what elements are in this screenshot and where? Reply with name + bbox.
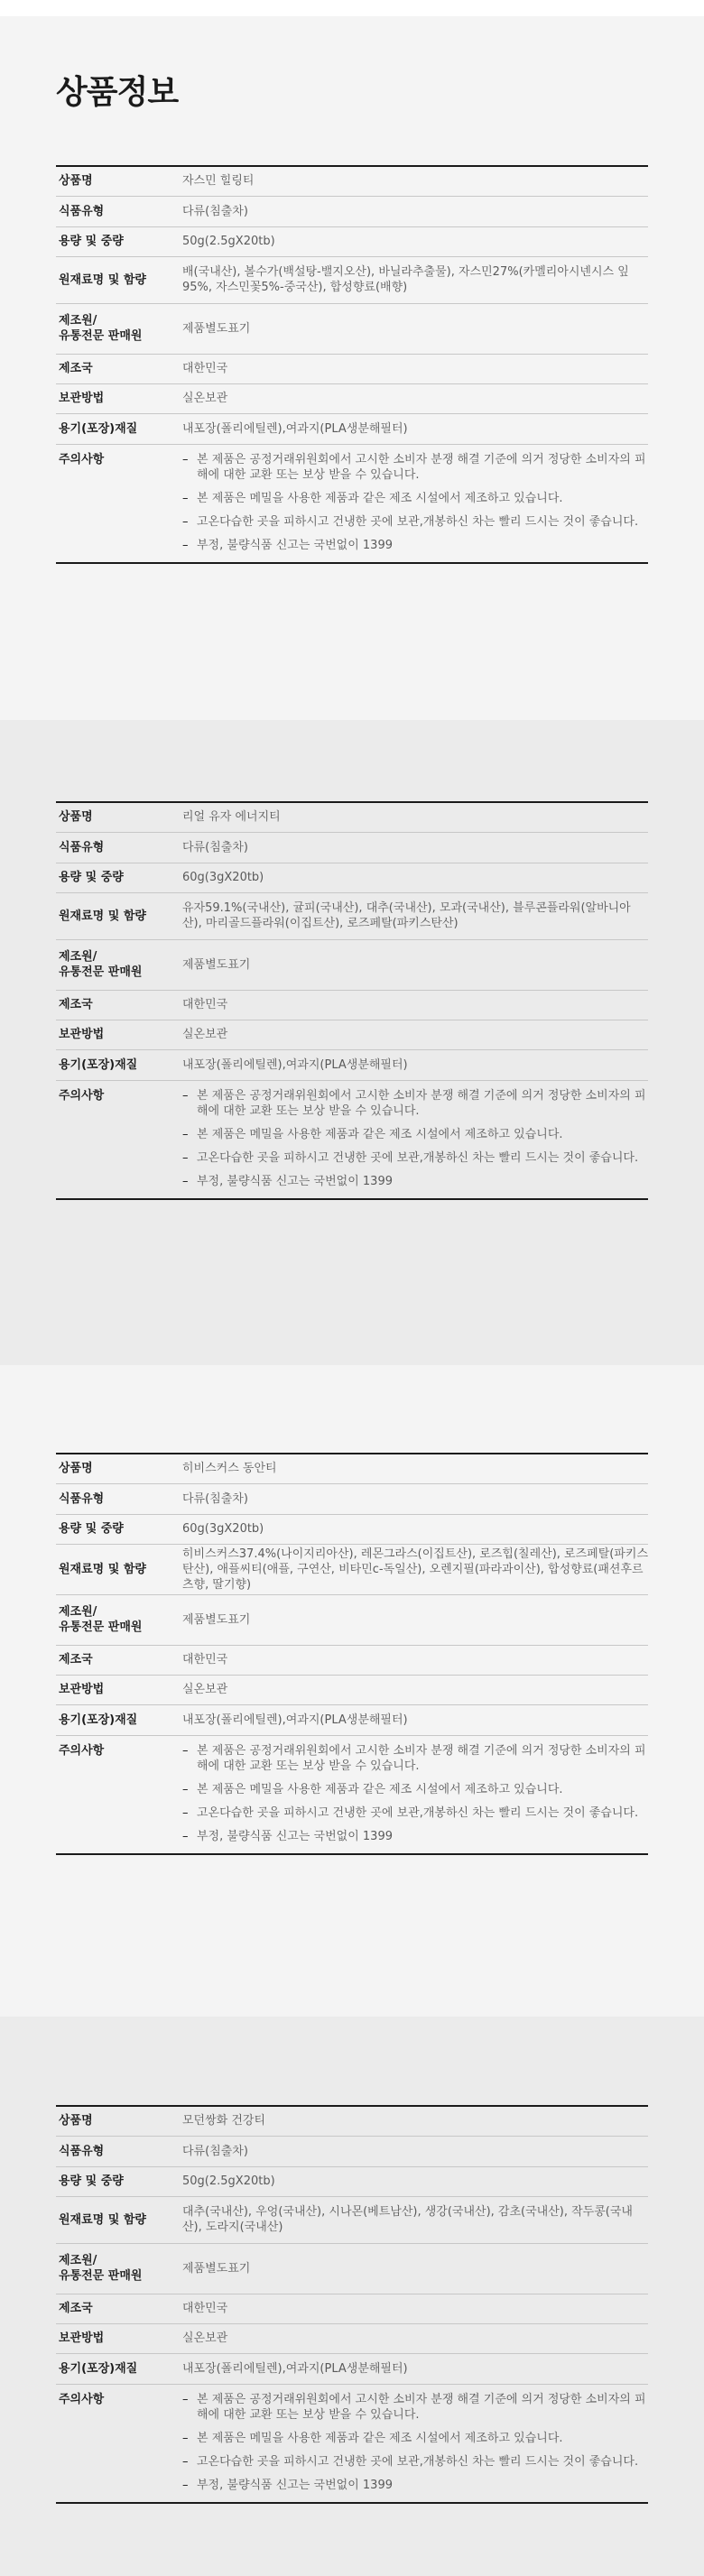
dash-icon: – xyxy=(182,538,189,552)
row-volume xyxy=(56,226,648,256)
product-section-4 xyxy=(0,2017,704,2576)
caution-text: 고온다습한 곳을 피하시고 건냉한 곳에 보관,개봉하신 차는 빨리 드시는 것이 좋습니다. xyxy=(197,2454,639,2469)
label-ingredients: 원재료명 및 함량 xyxy=(56,1544,182,1594)
row-storage xyxy=(56,383,648,413)
label-caution: 주의사항 xyxy=(59,1088,105,1103)
dash-icon: – xyxy=(182,1174,189,1188)
value-caution xyxy=(182,444,648,563)
value-caution xyxy=(182,1735,648,1854)
row-origin xyxy=(56,354,648,383)
value-name: 리얼 유자 에너지티 xyxy=(182,802,648,832)
label-volume: 용량 및 중량 xyxy=(56,1514,182,1544)
value-material: 내포장(폴리에틸렌),여과지(PLA생분해필터) xyxy=(182,1049,648,1080)
label-volume: 용량 및 중량 xyxy=(56,226,182,256)
row-caution xyxy=(56,1735,648,1854)
value-ingredients: 배(국내산), 볼수가(백설탕-밸지오산), 바닐라추출물), 자스민27%(카멜리아시넨시스 잎95%, 자스민꽃5%-중국산), 합성향료(배향) xyxy=(182,256,648,303)
dash-icon: – xyxy=(182,1829,189,1843)
row-material xyxy=(56,1704,648,1735)
label-origin: 제조국 xyxy=(56,354,182,383)
dash-icon: – xyxy=(182,1743,189,1758)
caution-text: 본 제품은 메밀을 사용한 제품과 같은 제조 시설에서 제조하고 있습니다. xyxy=(197,491,563,505)
dash-icon: – xyxy=(182,2431,189,2445)
label-volume: 용량 및 중량 xyxy=(56,2166,182,2196)
label-name: 상품명 xyxy=(56,166,182,196)
value-storage: 실온보관 xyxy=(182,383,648,413)
caution-text: 부정, 불량식품 신고는 국번없이 1399 xyxy=(197,1829,393,1843)
product-info-table-2 xyxy=(56,801,648,1200)
row-name xyxy=(56,1454,648,1483)
caution-list xyxy=(182,452,648,553)
value-ingredients: 대추(국내산), 우엉(국내산), 시나몬(베트남산), 생강(국내산), 감초(국내산), 작두콩(국내산), 도라지(국내산) xyxy=(182,2196,648,2243)
value-material: 내포장(폴리에틸렌),여과지(PLA생분해필터) xyxy=(182,413,648,444)
value-name: 히비스커스 동안티 xyxy=(182,1454,648,1483)
value-origin: 대한민국 xyxy=(182,1645,648,1675)
row-ingredients xyxy=(56,892,648,939)
label-maker-line1: 제조원/ xyxy=(59,950,97,964)
value-maker: 제품별도표기 xyxy=(182,2243,648,2294)
value-ingredients: 히비스커스37.4%(나이지리아산), 레몬그라스(이집트산), 로즈힙(칠레산), 로즈페탈(파키스탄산), 애플씨티(애플, 구연산, 비타민c-독일산), 오렌지필(파라과이산), 합성향료(패션후르츠향, 딸기향) xyxy=(182,1544,648,1594)
dash-icon: – xyxy=(182,452,189,466)
row-volume xyxy=(56,2166,648,2196)
row-caution xyxy=(56,444,648,563)
row-name xyxy=(56,2106,648,2136)
page-title: 상품정보 xyxy=(56,74,179,111)
product-section-3 xyxy=(0,1365,704,2017)
caution-text: 본 제품은 메밀을 사용한 제품과 같은 제조 시설에서 제조하고 있습니다. xyxy=(197,1127,563,1141)
dash-icon: – xyxy=(182,1150,189,1165)
dash-icon: – xyxy=(182,491,189,505)
row-ingredients xyxy=(56,1544,648,1594)
row-type xyxy=(56,196,648,226)
value-volume: 60g(3gX20tb) xyxy=(182,1514,648,1544)
product-info-table-4 xyxy=(56,2105,648,2504)
label-caution: 주의사항 xyxy=(59,2392,105,2406)
label-type: 식품유형 xyxy=(56,832,182,863)
value-caution xyxy=(182,1080,648,1199)
row-ingredients xyxy=(56,256,648,303)
label-type: 식품유형 xyxy=(56,1483,182,1514)
dash-icon: – xyxy=(182,2454,189,2469)
caution-text: 본 제품은 공정거래위원회에서 고시한 소비자 분쟁 해결 기준에 의거 정당한 소비자의 피해에 대한 교환 또는 보상 받을 수 있습니다. xyxy=(197,2392,646,2422)
dash-icon: – xyxy=(182,1782,189,1796)
value-volume: 50g(2.5gX20tb) xyxy=(182,2166,648,2196)
label-storage: 보관방법 xyxy=(56,1020,182,1049)
value-type: 다류(침출차) xyxy=(182,1483,648,1514)
value-maker: 제품별도표기 xyxy=(182,303,648,354)
caution-list xyxy=(182,1743,648,1844)
label-ingredients: 원재료명 및 함량 xyxy=(56,256,182,303)
value-caution xyxy=(182,2384,648,2503)
value-material: 내포장(폴리에틸렌),여과지(PLA생분해필터) xyxy=(182,2353,648,2384)
caution-item xyxy=(182,491,648,506)
value-origin: 대한민국 xyxy=(182,2294,648,2323)
value-origin: 대한민국 xyxy=(182,354,648,383)
value-type: 다류(침출차) xyxy=(182,2136,648,2166)
caution-item xyxy=(182,1174,648,1189)
row-caution xyxy=(56,2384,648,2503)
row-maker xyxy=(56,939,648,990)
row-type xyxy=(56,832,648,863)
row-material xyxy=(56,1049,648,1080)
label-origin: 제조국 xyxy=(56,1645,182,1675)
row-type xyxy=(56,2136,648,2166)
value-name: 모던쌍화 건강티 xyxy=(182,2106,648,2136)
label-maker-line2: 유통전문 판매원 xyxy=(59,2269,143,2283)
value-maker: 제품별도표기 xyxy=(182,1594,648,1645)
caution-text: 부정, 불량식품 신고는 국번없이 1399 xyxy=(197,2478,393,2492)
label-storage: 보관방법 xyxy=(56,1675,182,1704)
label-material: 용기(포장)재질 xyxy=(56,1704,182,1735)
caution-item xyxy=(182,1805,648,1821)
label-ingredients: 원재료명 및 함량 xyxy=(56,2196,182,2243)
value-volume: 50g(2.5gX20tb) xyxy=(182,226,648,256)
row-storage xyxy=(56,1020,648,1049)
dash-icon: – xyxy=(182,1088,189,1103)
caution-item xyxy=(182,1782,648,1797)
row-storage xyxy=(56,2323,648,2353)
row-origin xyxy=(56,2294,648,2323)
caution-item xyxy=(182,452,648,483)
dash-icon: – xyxy=(182,1805,189,1820)
row-origin xyxy=(56,990,648,1020)
product-info-table-1 xyxy=(56,165,648,564)
label-storage: 보관방법 xyxy=(56,383,182,413)
caution-item xyxy=(182,2478,648,2493)
caution-text: 부정, 불량식품 신고는 국번없이 1399 xyxy=(197,1174,393,1188)
value-type: 다류(침출차) xyxy=(182,832,648,863)
value-maker: 제품별도표기 xyxy=(182,939,648,990)
caution-text: 고온다습한 곳을 피하시고 건냉한 곳에 보관,개봉하신 차는 빨리 드시는 것이 좋습니다. xyxy=(197,1150,639,1165)
label-origin: 제조국 xyxy=(56,990,182,1020)
caution-list xyxy=(182,1088,648,1189)
product-section-1 xyxy=(0,16,704,720)
label-caution: 주의사항 xyxy=(59,1743,105,1758)
caution-item xyxy=(182,2392,648,2423)
value-type: 다류(침출차) xyxy=(182,196,648,226)
label-type: 식품유형 xyxy=(56,2136,182,2166)
row-material xyxy=(56,413,648,444)
caution-item xyxy=(182,2431,648,2446)
caution-item xyxy=(182,514,648,530)
caution-text: 부정, 불량식품 신고는 국번없이 1399 xyxy=(197,538,393,552)
dash-icon: – xyxy=(182,1127,189,1141)
row-maker xyxy=(56,2243,648,2294)
row-origin xyxy=(56,1645,648,1675)
row-material xyxy=(56,2353,648,2384)
label-name: 상품명 xyxy=(56,2106,182,2136)
label-maker xyxy=(56,2243,182,2294)
caution-item xyxy=(182,1743,648,1774)
value-ingredients: 유자59.1%(국내산), 귤피(국내산), 대추(국내산), 모과(국내산), 블루콘플라워(알바니아산), 마리골드플라워(이집트산), 로즈페탈(파키스탄산) xyxy=(182,892,648,939)
row-volume xyxy=(56,863,648,892)
row-name xyxy=(56,802,648,832)
value-storage: 실온보관 xyxy=(182,2323,648,2353)
value-storage: 실온보관 xyxy=(182,1020,648,1049)
row-maker xyxy=(56,1594,648,1645)
row-type xyxy=(56,1483,648,1514)
caution-item xyxy=(182,538,648,553)
caution-text: 본 제품은 공정거래위원회에서 고시한 소비자 분쟁 해결 기준에 의거 정당한 소비자의 피해에 대한 교환 또는 보상 받을 수 있습니다. xyxy=(197,452,646,482)
label-caution: 주의사항 xyxy=(59,452,105,466)
caution-text: 본 제품은 메밀을 사용한 제품과 같은 제조 시설에서 제조하고 있습니다. xyxy=(197,2431,563,2445)
row-ingredients xyxy=(56,2196,648,2243)
row-caution xyxy=(56,1080,648,1199)
label-type: 식품유형 xyxy=(56,196,182,226)
label-maker-line2: 유통전문 판매원 xyxy=(59,1620,143,1634)
label-maker-line1: 제조원/ xyxy=(59,2254,97,2267)
row-storage xyxy=(56,1675,648,1704)
caution-text: 고온다습한 곳을 피하시고 건냉한 곳에 보관,개봉하신 차는 빨리 드시는 것이 좋습니다. xyxy=(197,514,639,529)
label-material: 용기(포장)재질 xyxy=(56,2353,182,2384)
label-maker-line2: 유통전문 판매원 xyxy=(59,329,143,343)
label-material: 용기(포장)재질 xyxy=(56,413,182,444)
label-volume: 용량 및 중량 xyxy=(56,863,182,892)
product-section-2 xyxy=(0,720,704,1365)
label-storage: 보관방법 xyxy=(56,2323,182,2353)
label-name: 상품명 xyxy=(56,802,182,832)
value-storage: 실온보관 xyxy=(182,1675,648,1704)
label-maker-line2: 유통전문 판매원 xyxy=(59,965,143,979)
caution-item xyxy=(182,1829,648,1844)
value-origin: 대한민국 xyxy=(182,990,648,1020)
row-name xyxy=(56,166,648,196)
value-material: 내포장(폴리에틸렌),여과지(PLA생분해필터) xyxy=(182,1704,648,1735)
value-name: 자스민 힐링티 xyxy=(182,166,648,196)
caution-text: 고온다습한 곳을 피하시고 건냉한 곳에 보관,개봉하신 차는 빨리 드시는 것이 좋습니다. xyxy=(197,1805,639,1820)
label-material: 용기(포장)재질 xyxy=(56,1049,182,1080)
row-volume xyxy=(56,1514,648,1544)
value-volume: 60g(3gX20tb) xyxy=(182,863,648,892)
label-maker-line1: 제조원/ xyxy=(59,314,97,328)
dash-icon: – xyxy=(182,2478,189,2492)
label-maker xyxy=(56,1594,182,1645)
dash-icon: – xyxy=(182,2392,189,2406)
caution-text: 본 제품은 공정거래위원회에서 고시한 소비자 분쟁 해결 기준에 의거 정당한 소비자의 피해에 대한 교환 또는 보상 받을 수 있습니다. xyxy=(197,1088,646,1118)
row-maker xyxy=(56,303,648,354)
caution-text: 본 제품은 공정거래위원회에서 고시한 소비자 분쟁 해결 기준에 의거 정당한 소비자의 피해에 대한 교환 또는 보상 받을 수 있습니다. xyxy=(197,1743,646,1773)
caution-item xyxy=(182,1150,648,1166)
product-info-table-3 xyxy=(56,1453,648,1855)
top-strip xyxy=(0,0,704,16)
caution-item xyxy=(182,2454,648,2470)
label-maker-line1: 제조원/ xyxy=(59,1605,97,1619)
label-maker xyxy=(56,303,182,354)
label-ingredients: 원재료명 및 함량 xyxy=(56,892,182,939)
caution-item xyxy=(182,1127,648,1142)
caution-item xyxy=(182,1088,648,1119)
caution-list xyxy=(182,2392,648,2493)
label-origin: 제조국 xyxy=(56,2294,182,2323)
dash-icon: – xyxy=(182,514,189,529)
label-name: 상품명 xyxy=(56,1454,182,1483)
label-maker xyxy=(56,939,182,990)
caution-text: 본 제품은 메밀을 사용한 제품과 같은 제조 시설에서 제조하고 있습니다. xyxy=(197,1782,563,1796)
